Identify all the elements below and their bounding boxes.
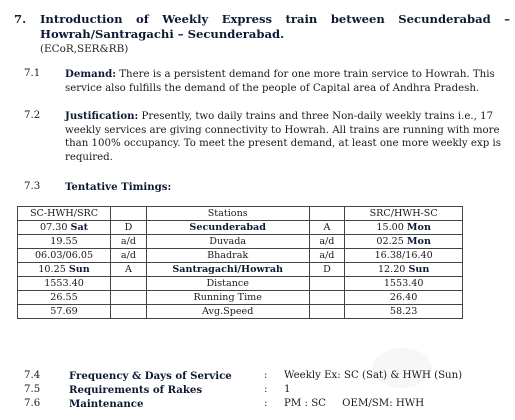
item-number: 7.6 xyxy=(24,398,41,409)
section-title-line2: Howrah/Santragachi – Secunderabad. xyxy=(40,27,285,41)
dn-time-cell: 06.03/06.05 xyxy=(18,249,111,263)
paragraph-number: 7.1 xyxy=(24,68,41,79)
table-header-row xyxy=(18,207,463,221)
summary-label-cell: Running Time xyxy=(146,291,309,305)
title-word: Weekly xyxy=(162,12,209,26)
section-number: 7. xyxy=(14,12,27,26)
station-cell: Secunderabad xyxy=(146,221,309,235)
header-cell: SC-HWH/SRC xyxy=(18,207,111,221)
title-word: Express xyxy=(221,12,273,26)
section-title-line1 xyxy=(40,12,510,26)
item-label: Frequency & Days of Service xyxy=(69,370,232,382)
paragraph-label: Justification: xyxy=(65,110,139,122)
up-time-cell: 16.38/16.40 xyxy=(345,249,463,263)
spacer-cell xyxy=(111,277,147,291)
title-word: train xyxy=(285,12,318,26)
title-word: – xyxy=(504,12,511,26)
item-number: 7.5 xyxy=(24,384,41,395)
item-value: PM : SC OEM/SM: HWH xyxy=(284,398,425,409)
up-code-cell: a/d xyxy=(309,235,345,249)
header-cell: Stations xyxy=(146,207,309,221)
spacer-cell xyxy=(309,291,345,305)
item-label: Requirements of Rakes xyxy=(69,384,203,396)
table-row xyxy=(18,263,463,277)
paragraph-text xyxy=(65,68,508,95)
up-summary-cell: 1553.40 xyxy=(345,277,463,291)
table-row xyxy=(18,305,463,319)
dn-summary-cell: 57.69 xyxy=(18,305,111,319)
spacer-cell xyxy=(309,277,345,291)
item-colon: : xyxy=(264,384,268,395)
item-value: Weekly Ex: SC (Sat) & HWH (Sun) xyxy=(284,370,463,381)
item-maintenance xyxy=(0,398,515,412)
up-summary-cell: 26.40 xyxy=(345,291,463,305)
station-cell: Santragachi/Howrah xyxy=(146,263,309,277)
item-colon: : xyxy=(264,370,268,381)
dn-time-cell: 10.25 Sun xyxy=(18,263,111,277)
title-word: Introduction xyxy=(40,12,123,26)
table-row xyxy=(18,249,463,263)
station-cell: Duvada xyxy=(146,235,309,249)
dn-code-cell: a/d xyxy=(111,249,147,263)
item-value: 1 xyxy=(284,384,291,395)
title-word: of xyxy=(136,12,149,26)
up-time-cell: 15.00 Mon xyxy=(345,221,463,235)
timings-table xyxy=(17,206,463,319)
item-colon: : xyxy=(264,398,268,409)
header-cell xyxy=(111,207,147,221)
title-word: Secunderabad xyxy=(398,12,491,26)
summary-label-cell: Avg.Speed xyxy=(146,305,309,319)
up-code-cell: a/d xyxy=(309,249,345,263)
paragraph-number: 7.2 xyxy=(24,110,41,121)
section-subtitle: (ECoR,SER&RB) xyxy=(40,43,129,55)
timings-heading: Tentative Timings: xyxy=(65,181,172,193)
summary-label-cell: Distance xyxy=(146,277,309,291)
dn-summary-cell: 26.55 xyxy=(18,291,111,305)
header-cell xyxy=(309,207,345,221)
table-row xyxy=(18,221,463,235)
table-row xyxy=(18,235,463,249)
up-code-cell: A xyxy=(309,221,345,235)
up-code-cell: D xyxy=(309,263,345,277)
up-time-cell: 12.20 Sun xyxy=(345,263,463,277)
dn-time-cell: 07.30 Sat xyxy=(18,221,111,235)
table-row xyxy=(18,291,463,305)
item-number: 7.4 xyxy=(24,370,41,381)
item-frequency xyxy=(0,370,515,384)
dn-code-cell: A xyxy=(111,263,147,277)
spacer-cell xyxy=(111,305,147,319)
paragraph-text xyxy=(65,110,508,164)
paragraph-body: Presently, two daily trains and three Non-daily weekly trains i.e., 17 weekly services are giving connectivity to Howrah. All trains are running with more than 100% occupancy. To meet the present demand, at least one more weekly exp is required. xyxy=(65,111,501,163)
spacer-cell xyxy=(111,291,147,305)
dn-time-cell: 19.55 xyxy=(18,235,111,249)
paragraph-body: There is a persistent demand for one more train service to Howrah. This service also fulfills the demand of the people of Capital area of Andhra Pradesh. xyxy=(65,69,495,94)
dn-code-cell: a/d xyxy=(111,235,147,249)
up-summary-cell: 58.23 xyxy=(345,305,463,319)
dn-code-cell: D xyxy=(111,221,147,235)
station-cell: Bhadrak xyxy=(146,249,309,263)
dn-summary-cell: 1553.40 xyxy=(18,277,111,291)
spacer-cell xyxy=(309,305,345,319)
item-rakes xyxy=(0,384,515,398)
timings-number: 7.3 xyxy=(24,181,41,192)
header-cell: SRC/HWH-SC xyxy=(345,207,463,221)
item-label: Maintenance xyxy=(69,398,144,410)
title-word: between xyxy=(330,12,385,26)
table-row xyxy=(18,277,463,291)
up-time-cell: 02.25 Mon xyxy=(345,235,463,249)
paragraph-label: Demand: xyxy=(65,68,116,80)
